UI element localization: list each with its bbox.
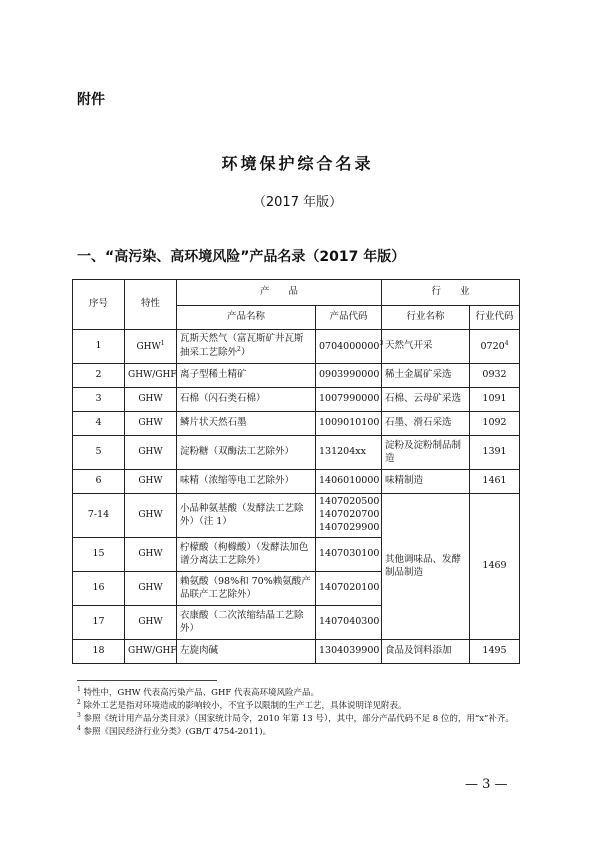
cell-property: GHW (125, 388, 177, 412)
cell-industry-name: 食品及饲料添加 (382, 640, 470, 664)
cell-industry-name: 味精制造 (382, 470, 470, 494)
header-product-code: 产品代码 (316, 306, 382, 330)
footnote-ref: 3 (379, 339, 384, 347)
cell-property: GHW (125, 412, 177, 436)
footnote-divider (77, 680, 217, 681)
cell-seq: 2 (73, 364, 125, 388)
table-row (73, 412, 520, 436)
cell-industry-name: 天然气开采 (382, 330, 470, 364)
cell-property: GHW$^1$ (125, 330, 177, 364)
cell-product-code: 1407030100 (316, 538, 382, 572)
cell-property: GHW/GHF (125, 364, 177, 388)
cell-product-code (316, 494, 382, 538)
cell-property: GHW (125, 538, 177, 572)
document-subtitle: （2017 年版） (252, 195, 343, 210)
cell-product-name: 石棉（闪石类石棉） (177, 388, 316, 412)
cell-product-code: 0704000000$^3$ (316, 330, 382, 364)
footnote-ref: 1 (160, 339, 165, 347)
document-title: 环境保护综合名录 (221, 154, 374, 173)
cell-industry-name: 稀土金属矿采选 (382, 364, 470, 388)
cell-product-code: 0903990000 (316, 364, 382, 388)
cell-product-name: 鳞片状天然石墨 (177, 412, 316, 436)
footnote-item: $^4$ 参照《国民经济行业分类》(GB/T 4754-2011)。 (77, 725, 272, 738)
cell-seq: 1 (73, 330, 125, 364)
cell-industry-code: 0932 (470, 364, 520, 388)
footnote-item: $^2$ 除外工艺是指对环境造成的影响较小，不宜予以限制的生产工艺，具体说明详见附表。 (77, 699, 407, 711)
cell-product-name: 衣康酸（二次浓缩结晶工艺除外） (177, 606, 316, 640)
cell-product-name: 瓦斯天然气（富瓦斯矿井瓦斯抽采工艺除外$^2$） (177, 330, 316, 364)
cell-industry-name: 石棉、云母矿采选 (382, 388, 470, 412)
table-row (73, 364, 520, 388)
table-row (73, 494, 520, 538)
cell-industry-name-merged: 其他调味品、发酵制品制造 (382, 494, 470, 640)
cell-seq: 5 (73, 436, 125, 470)
header-seq: 序号 (73, 280, 125, 330)
footnotes (77, 686, 517, 739)
cell-seq: 6 (73, 470, 125, 494)
cell-product-code: 1407020100 (316, 572, 382, 606)
cell-product-code: 1406010000 (316, 470, 382, 494)
cell-industry-code: 1495 (470, 640, 520, 664)
header-product: 产 品 (177, 280, 382, 306)
product-code-line: 1407020500 (319, 496, 380, 508)
cell-property: GHW (125, 470, 177, 494)
section-heading: 一、“高污染、高环境风险”产品名录（2017 年版） (77, 249, 406, 265)
product-table (72, 279, 520, 664)
cell-property: GHW (125, 436, 177, 470)
header-product-name: 产品名称 (177, 306, 316, 330)
header-property: 特性 (125, 280, 177, 330)
attachment-label: 附件 (77, 92, 105, 108)
table-row (73, 640, 520, 664)
cell-product-code: 131204xx (316, 436, 382, 470)
cell-product-name: 小品种氨基酸（发酵法工艺除外）（注 1） (177, 494, 316, 538)
footnote-ref: 4 (504, 339, 509, 347)
cell-product-name: 柠檬酸（枸橼酸）（发酵法加色谱分离法工艺除外） (177, 538, 316, 572)
cell-product-code: 1009010100 (316, 412, 382, 436)
cell-industry-code: 0720$^4$ (470, 330, 520, 364)
table-row (73, 436, 520, 470)
cell-property: GHW (125, 494, 177, 538)
cell-seq: 7-14 (73, 494, 125, 538)
cell-property: GHW (125, 572, 177, 606)
cell-property: GHW/GHF (125, 640, 177, 664)
table-row (73, 388, 520, 412)
cell-industry-code: 1091 (470, 388, 520, 412)
cell-seq: 15 (73, 538, 125, 572)
cell-industry-code: 1461 (470, 470, 520, 494)
cell-product-code: 1304039900 (316, 640, 382, 664)
page-number: — 3 — (465, 777, 508, 792)
cell-seq: 17 (73, 606, 125, 640)
cell-seq: 3 (73, 388, 125, 412)
cell-product-name: 左旋肉碱 (177, 640, 316, 664)
cell-property: GHW (125, 606, 177, 640)
cell-industry-code: 1092 (470, 412, 520, 436)
product-code-line: 1407020700 (319, 509, 380, 521)
header-industry-code: 行业代码 (470, 306, 520, 330)
cell-product-name: 淀粉糖（双酶法工艺除外） (177, 436, 316, 470)
cell-seq: 4 (73, 412, 125, 436)
table-row (73, 330, 520, 364)
cell-industry-code-merged: 1469 (470, 494, 520, 640)
header-industry: 行 业 (382, 280, 520, 306)
table-row (73, 470, 520, 494)
cell-product-name: 离子型稀土精矿 (177, 364, 316, 388)
cell-product-name: 赖氨酸（98%和 70%赖氨酸产品联产工艺除外） (177, 572, 316, 606)
cell-seq: 16 (73, 572, 125, 606)
cell-product-code: 1007990000 (316, 388, 382, 412)
cell-industry-name: 石墨、滑石采选 (382, 412, 470, 436)
header-industry-name: 行业名称 (382, 306, 470, 330)
cell-industry-name: 淀粉及淀粉制品制造 (382, 436, 470, 470)
cell-product-name: 味精（浓缩等电工艺除外） (177, 470, 316, 494)
cell-seq: 18 (73, 640, 125, 664)
product-code-line: 1407029900 (319, 521, 380, 533)
cell-product-code: 1407040300 (316, 606, 382, 640)
footnote-item: $^3$ 参照《统计用产品分类目录》（国家统计局令，2010 年第 13 号），其中，部分产品代码不足 8 位的，用“x”补齐。 (77, 712, 514, 725)
footnote-item: $^1$ 特性中，GHW 代表高污染产品、GHF 代表高环境风险产品。 (77, 686, 319, 698)
footnote-ref: 2 (237, 345, 241, 353)
cell-industry-code: 1391 (470, 436, 520, 470)
